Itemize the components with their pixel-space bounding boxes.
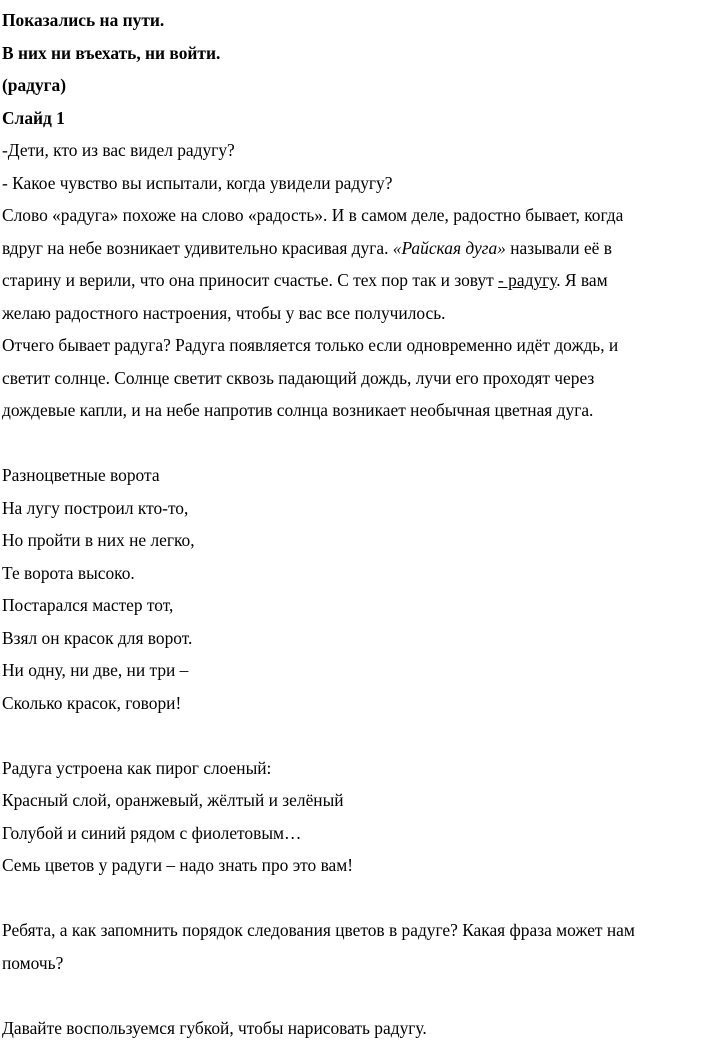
poem-1-line: Ни одну, ни две, ни три – — [2, 654, 700, 687]
document-page — [2, 4, 700, 1044]
question-1: -Дети, кто из вас видел радугу? — [2, 134, 700, 167]
blank-line — [2, 882, 700, 915]
paragraph-1-line-3-text: старину и верили, что она приносит счастье. С тех пор так и зовут — [2, 270, 498, 290]
paragraph-1-line-2-tail: называли её в — [506, 238, 612, 258]
paragraph-1-line-3-tail: . Я вам — [556, 270, 607, 290]
paragraph-1-line-2 — [2, 232, 700, 265]
riddle-line-2: В них ни въехать, ни войти. — [2, 37, 700, 70]
poem-2-line: Красный слой, оранжевый, жёлтый и зелёный — [2, 784, 700, 817]
paradise-arc-phrase: «Райская дуга» — [393, 238, 506, 258]
poem-1-line: Но пройти в них не легко, — [2, 524, 700, 557]
poem-1-line: Постарался мастер тот, — [2, 589, 700, 622]
question-2: - Какое чувство вы испытали, когда увидели радугу? — [2, 167, 700, 200]
paragraph-2-line-2: светит солнце. Солнце светит сквозь падающий дождь, лучи его проходят через — [2, 362, 700, 395]
riddle-line-1: Показались на пути. — [2, 4, 700, 37]
poem-1-line: На лугу построил кто-то, — [2, 492, 700, 525]
paragraph-4-line-1: Давайте воспользуемся губкой, чтобы нарисовать радугу. — [2, 1012, 700, 1044]
rainbow-underlined-word: - радугу — [498, 270, 556, 290]
slide-heading: Слайд 1 — [2, 102, 700, 135]
poem-2-line: Семь цветов у радуги – надо знать про это вам! — [2, 849, 700, 882]
poem-1-line: Сколько красок, говори! — [2, 687, 700, 720]
poem-2-line: Радуга устроена как пирог слоеный: — [2, 752, 700, 785]
paragraph-3-line-2: помочь? — [2, 947, 700, 980]
poem-2-line: Голубой и синий рядом с фиолетовым… — [2, 817, 700, 850]
paragraph-3-line-1: Ребята, а как запомнить порядок следования цветов в радуге? Какая фраза может нам — [2, 914, 700, 947]
paragraph-1-line-3 — [2, 264, 700, 297]
blank-line — [2, 979, 700, 1012]
paragraph-2-line-3: дождевые капли, и на небе напротив солнца возникает необычная цветная дуга. — [2, 394, 700, 427]
riddle-answer: (радуга) — [2, 69, 700, 102]
poem-1-line: Те ворота высоко. — [2, 557, 700, 590]
paragraph-2-line-1: Отчего бывает радуга? Радуга появляется только если одновременно идёт дождь, и — [2, 329, 700, 362]
blank-line — [2, 427, 700, 460]
blank-line — [2, 719, 700, 752]
poem-1-line: Разноцветные ворота — [2, 459, 700, 492]
paragraph-1-line-2-text: вдруг на небе возникает удивительно красивая дуга. — [2, 238, 393, 258]
poem-1-line: Взял он красок для ворот. — [2, 622, 700, 655]
paragraph-1-line-4: желаю радостного настроения, чтобы у вас все получилось. — [2, 297, 700, 330]
paragraph-1-line-1: Слово «радуга» похоже на слово «радость». И в самом деле, радостно бывает, когда — [2, 199, 700, 232]
